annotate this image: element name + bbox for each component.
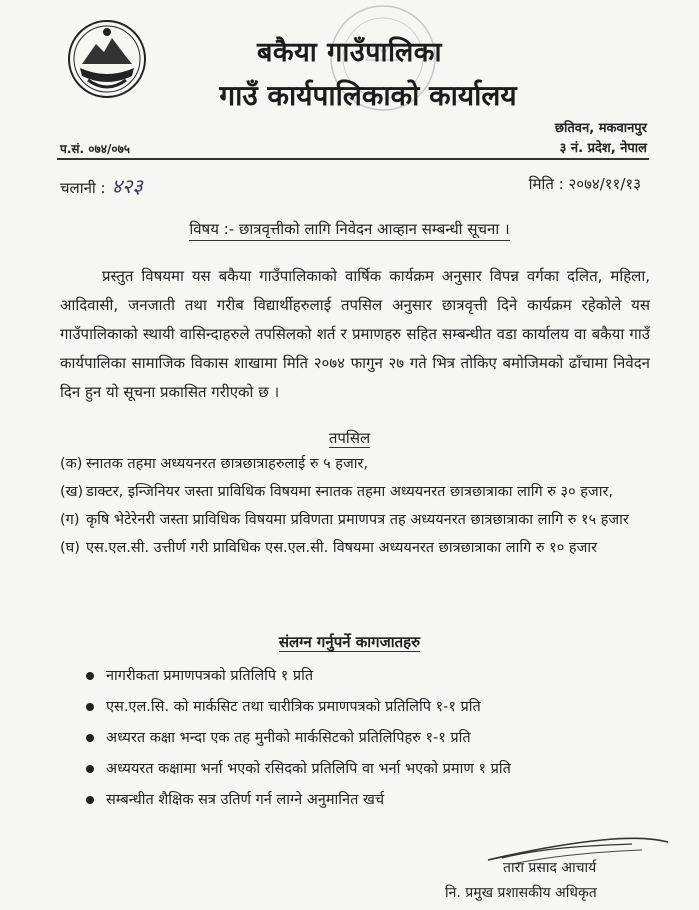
dispatch-handwritten-number: ४२३	[111, 174, 143, 198]
attachment-text: नागरीकता प्रमाणपत्रको प्रतिलिपि १ प्रति	[106, 668, 314, 684]
attachment-item	[86, 693, 511, 724]
attachments-heading-text: संलग्न गर्नुपर्ने कागजातहरु	[278, 633, 421, 651]
header-divider	[57, 158, 649, 160]
bullet-icon	[86, 734, 94, 742]
item-text: एस.एल.सी. उत्तीर्ण गरी प्राविधिक एस.एल.सी. विषयमा अध्ययनरत छात्रछात्राका लागि रु १० हजार	[86, 540, 598, 556]
address-line2: ३ नं. प्रदेश, नेपाल	[559, 141, 647, 156]
item-label: (क)	[60, 456, 83, 472]
bullet-icon	[86, 703, 94, 711]
signatory-name: तारा प्रसाद आचार्य	[503, 860, 597, 876]
details-heading-text: तपसिल	[328, 429, 371, 447]
reference-number: प.सं. ०७४/०७५	[60, 142, 131, 156]
bullet-icon	[86, 672, 94, 680]
issue-date: मिति : २०७४/११/१३	[528, 175, 641, 193]
item-label: (घ)	[60, 540, 80, 556]
bullet-icon	[86, 796, 94, 804]
scholarship-item	[62, 450, 652, 478]
dispatch-number	[60, 172, 143, 199]
scholarship-list	[62, 450, 652, 562]
bullet-icon	[86, 765, 94, 773]
attachment-text: एस.एल.सि. को मार्कसिट तथा चारीत्रिक प्रमाणपत्रको प्रतिलिपि १-१ प्रति	[106, 699, 481, 715]
item-label: (ग)	[60, 512, 80, 528]
item-text: कृषि भेटेरेनरी जस्ता प्राविधिक विषयमा प्रविणता प्रमाणपत्र तह अध्ययनरत छात्रछात्राका लागि रु १५ हजार	[86, 512, 629, 528]
notice-body: प्रस्तुत विषयमा यस बकैया गाउँपालिकाको वार्षिक कार्यक्रम अनुसार विपन्न वर्गका दलित, महिला, आदिवासी, जनजाती तथा गरीब विद्यार्थीहरुलाई तपसिल अनुसार छात्रवृत्ती दिने कार्यक्रम रहेकोले यस गाउँपालिकाको स्थायी वासिन्दाहरुले तपसिलको शर्त र प्रमाणहरु सहित सम्बन्धीत वडा कार्यालय वा बकैया गाउँ कार्यपालिका सामाजिक विकास शाखामा मिति २०७४ फागुन २७ गते भित्र तोकिए बमोजिमको ढाँचामा निवेदन दिन हुन यो सूचना प्रकासित गरीएको छ ।	[60, 267, 650, 401]
attachments-heading	[0, 632, 699, 652]
dispatch-label: चलानी :	[60, 179, 106, 197]
attachment-text: अध्यरत कक्षा भन्दा एक तह मुनीको मार्कसिटको प्रतिलिपिहरु १-१ प्रति	[106, 730, 471, 746]
item-label: (ख)	[60, 484, 84, 500]
subject-text: विषय :- छात्रवृत्तीको लागि निवेदन आव्हान सम्बन्धी सूचना ।	[189, 220, 509, 241]
attachment-text: सम्बन्धीत शैक्षिक सत्र उतिर्ण गर्न लाग्ने अनुमानित खर्च	[106, 792, 385, 808]
item-text: स्नातक तहमा अध्ययनरत छात्रछात्राहरुलाई रु ५ हजार,	[86, 456, 369, 472]
office-title-line1: बकैया गाउँपालिका	[256, 37, 443, 68]
subject-line	[0, 219, 699, 239]
signatory-post: नि. प्रमुख प्रशासकीय अधिकृत	[445, 885, 597, 901]
attachments-list	[86, 662, 511, 817]
attachment-text: अध्ययरत कक्षामा भर्ना भएको रसिदको प्रतिलिपि वा भर्ना भएको प्रमाण १ प्रति	[106, 761, 511, 777]
scholarship-item	[62, 534, 652, 562]
scholarship-item	[62, 506, 652, 534]
office-title-line2: गाउँ कार्यपालिकाको कार्यालय	[219, 79, 517, 112]
details-heading	[0, 428, 699, 448]
scholarship-item	[62, 478, 652, 506]
attachment-item	[86, 724, 511, 755]
attachment-item	[86, 786, 511, 817]
attachment-item	[86, 662, 511, 693]
item-text: डाक्टर, इन्जिनियर जस्ता प्राविधिक विषयमा स्नातक तहमा अध्ययनरत छात्रछात्राका लागि रु ३० हजार,	[86, 484, 613, 500]
address-line1: छतिवन, मकवानपुर	[554, 121, 647, 136]
attachment-item	[86, 755, 511, 786]
